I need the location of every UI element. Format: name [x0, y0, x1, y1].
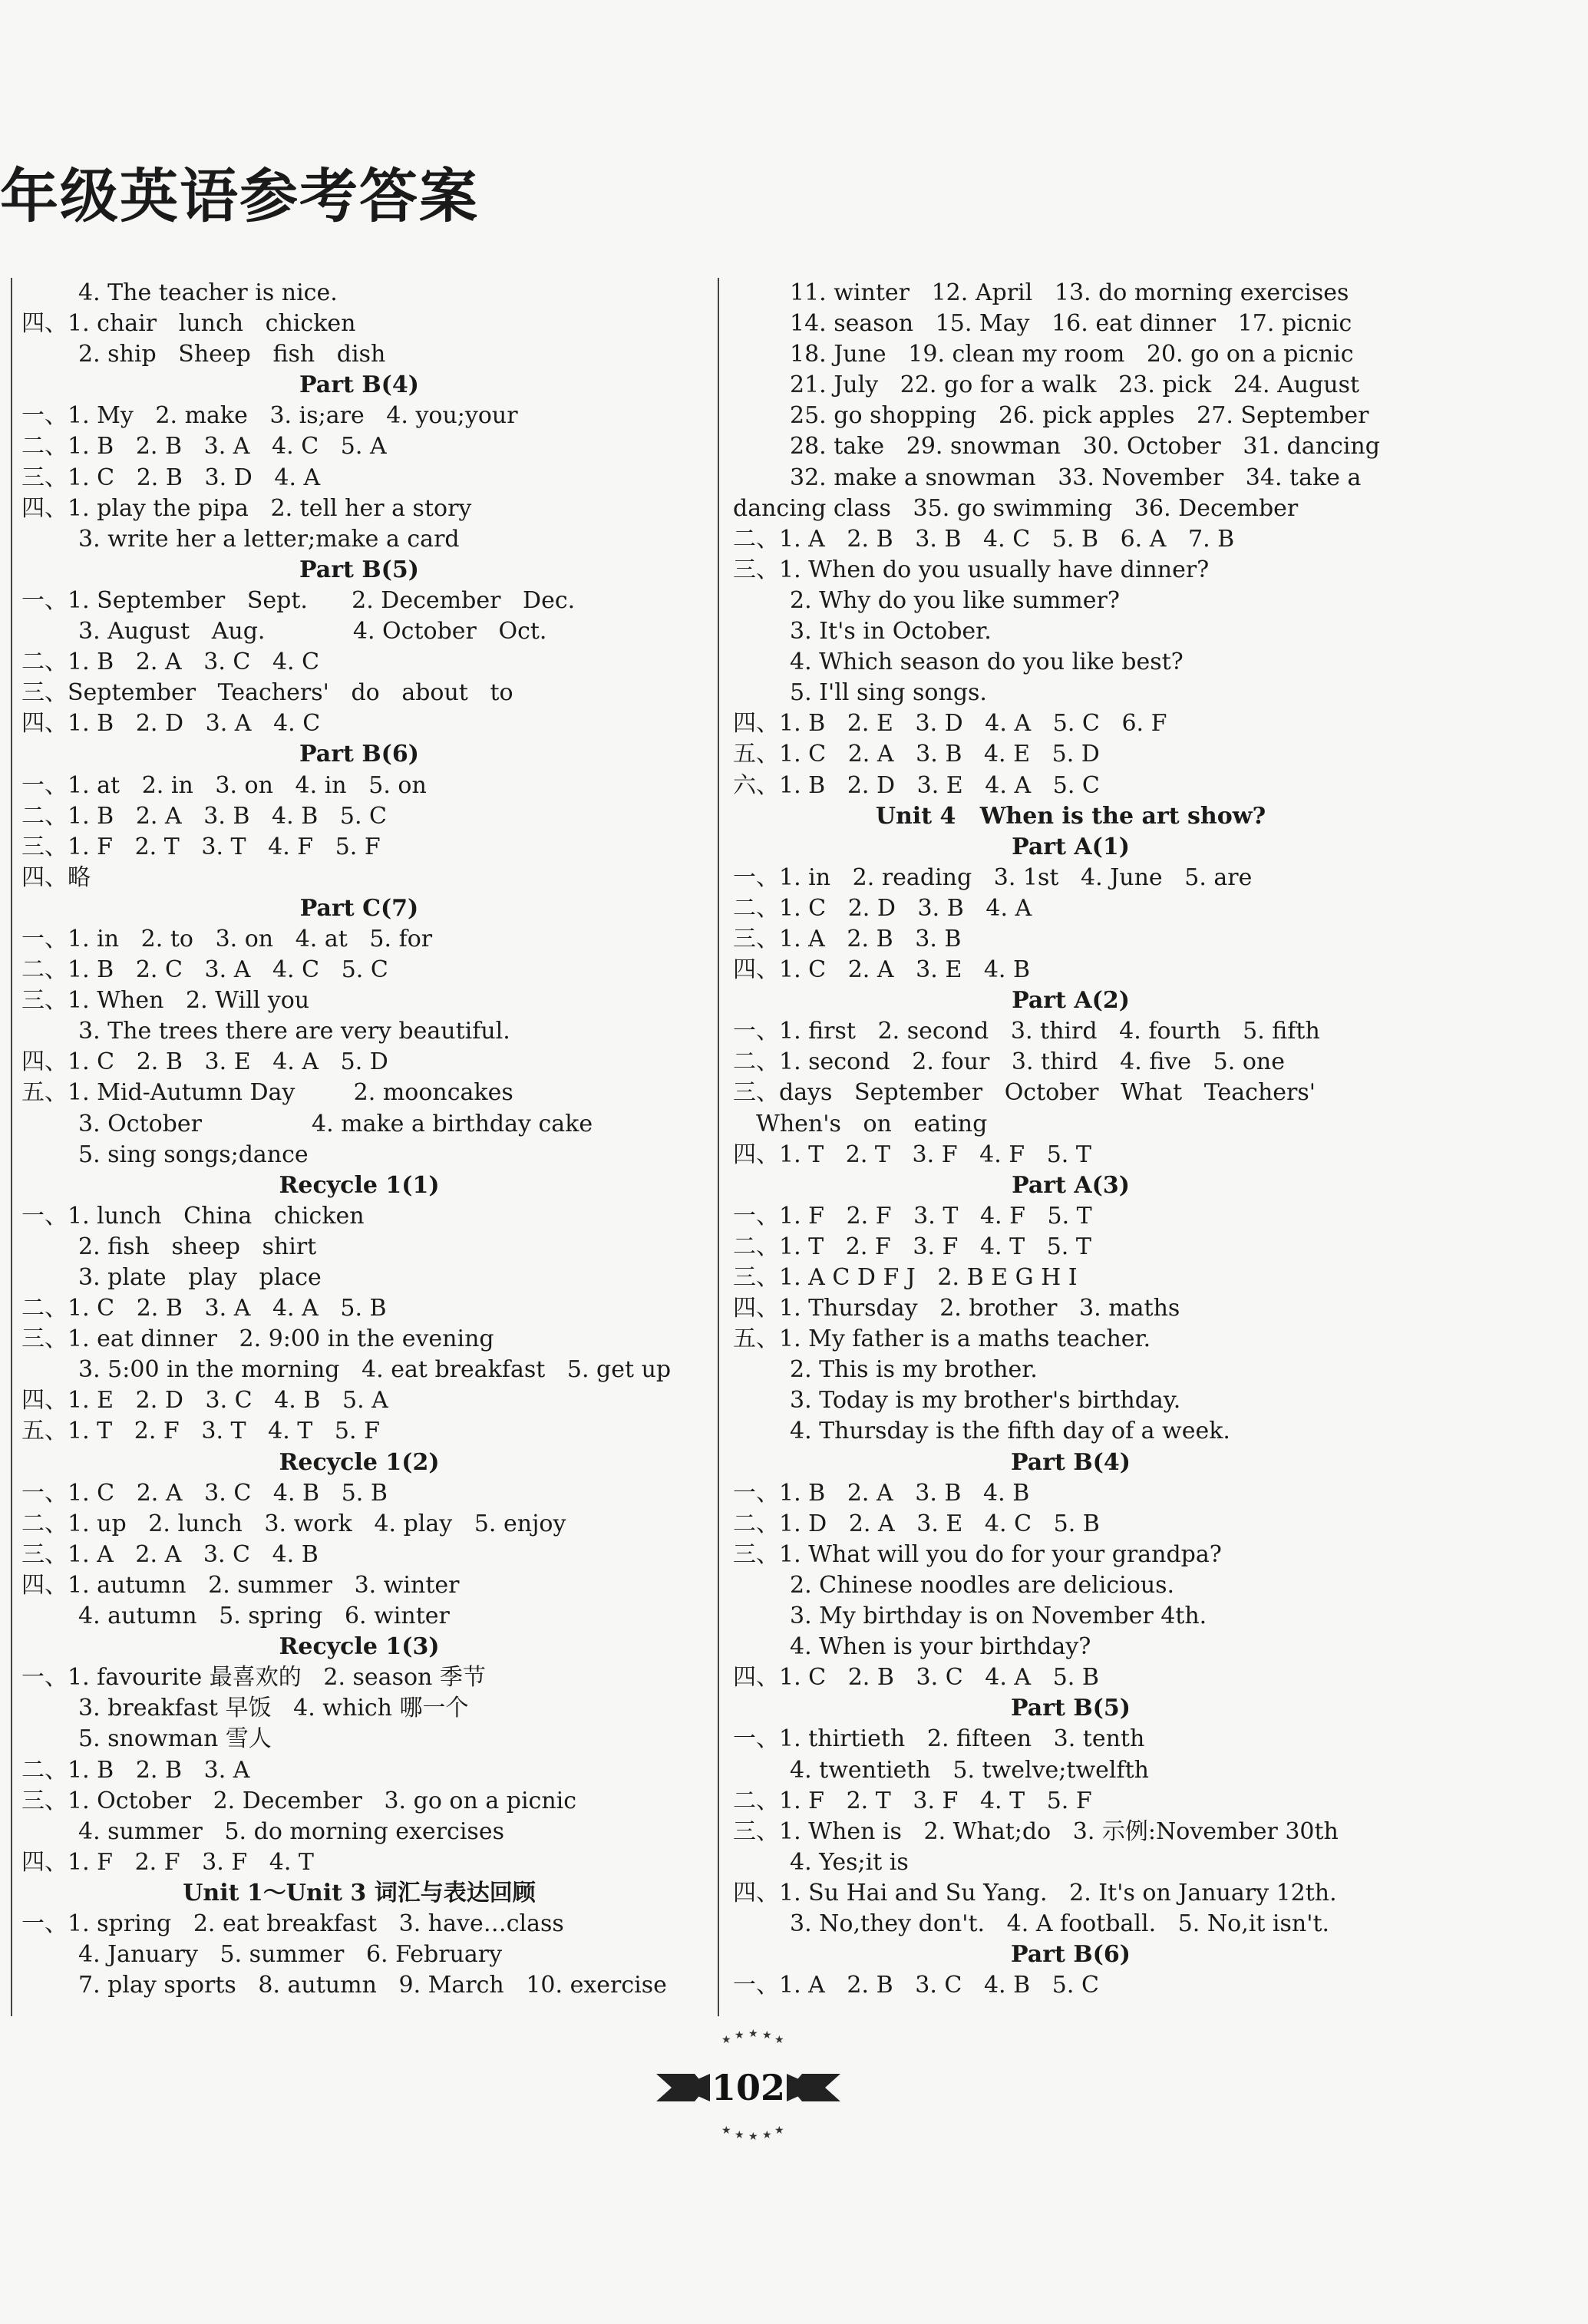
answer-line: 4. Thursday is the fifth day of a week.	[790, 1418, 1230, 1445]
page-title: 年级英语参考答案	[0, 162, 479, 230]
answer-line: 一、1. at 2. in 3. on 4. in 5. on	[21, 771, 427, 799]
svg-text:★: ★	[762, 2029, 772, 2042]
svg-text:★: ★	[735, 2029, 744, 2042]
section-heading: Part B(4)	[1011, 1448, 1131, 1476]
answer-line: 18. June 19. clean my room 20. go on a picnic	[790, 341, 1354, 368]
answer-line: 三、1. eat dinner 2. 9:00 in the evening	[21, 1325, 494, 1353]
answer-line: 3. breakfast 早饭 4. which 哪一个	[78, 1695, 469, 1722]
answer-line: 28. take 29. snowman 30. October 31. dancing	[790, 433, 1380, 461]
answer-line: 二、1. C 2. B 3. A 4. A 5. B	[21, 1295, 387, 1322]
answer-line: 二、1. B 2. B 3. A	[21, 1756, 250, 1784]
answer-line: 3. August Aug. 4. October Oct.	[78, 618, 547, 645]
answer-line: 六、1. B 2. D 3. E 4. A 5. C	[733, 771, 1100, 799]
answer-line: 四、1. chair lunch chicken	[21, 310, 356, 338]
answer-line: 四、1. C 2. A 3. E 4. B	[733, 956, 1031, 984]
answer-line: 2. fish sheep shirt	[78, 1233, 317, 1260]
section-heading: Recycle 1(3)	[279, 1633, 440, 1661]
answer-line: 三、days September October What Teachers'	[733, 1079, 1316, 1107]
section-heading: Part B(4)	[299, 371, 419, 399]
answer-line: 四、1. B 2. D 3. A 4. C	[21, 710, 321, 738]
answer-line: 二、1. B 2. A 3. B 4. B 5. C	[21, 802, 387, 830]
answer-line: 二、1. B 2. A 3. C 4. C	[21, 649, 320, 676]
answer-line: 三、1. A 2. A 3. C 4. B	[21, 1540, 319, 1568]
answer-line: 4. When is your birthday?	[790, 1633, 1091, 1661]
answer-line: 四、1. autumn 2. summer 3. winter	[21, 1571, 460, 1599]
answer-line: 四、1. B 2. E 3. D 4. A 5. C 6. F	[733, 710, 1167, 738]
section-heading: Unit 1～Unit 3 词汇与表达回顾	[183, 1879, 536, 1906]
answer-line: 2. Chinese noodles are delicious.	[790, 1571, 1175, 1599]
page-number: 102	[711, 2067, 786, 2108]
answer-line: 3. The trees there are very beautiful.	[78, 1018, 510, 1045]
section-heading: Unit 4 When is the art show?	[875, 802, 1266, 830]
answer-line: 二、1. A 2. B 3. B 4. C 5. B 6. A 7. B	[733, 525, 1235, 553]
answer-line: 一、1. lunch China chicken	[21, 1202, 365, 1230]
answer-line: 4. Which season do you like best?	[790, 649, 1184, 676]
section-heading: Recycle 1(2)	[279, 1448, 440, 1476]
answer-line: 三、1. F 2. T 3. T 4. F 5. F	[21, 833, 381, 860]
answer-line: 32. make a snowman 33. November 34. take a	[790, 464, 1362, 491]
answer-line: 一、1. September Sept. 2. December Dec.	[21, 586, 576, 614]
answer-line: 一、1. in 2. to 3. on 4. at 5. for	[21, 925, 433, 952]
answer-line: 5. sing songs;dance	[78, 1141, 309, 1168]
answer-line: 7. play sports 8. autumn 9. March 10. exercise	[78, 1972, 667, 1999]
answer-line: 二、1. C 2. D 3. B 4. A	[733, 894, 1032, 922]
svg-text:★: ★	[774, 2124, 784, 2137]
svg-text:★: ★	[748, 2028, 758, 2040]
answer-line: 三、1. October 2. December 3. go on a picnic	[21, 1787, 577, 1814]
answer-line: 二、1. D 2. A 3. E 4. C 5. B	[733, 1510, 1100, 1537]
answer-line: 一、1. in 2. reading 3. 1st 4. June 5. are	[733, 863, 1253, 891]
answer-line: 四、1. Thursday 2. brother 3. maths	[733, 1295, 1180, 1322]
answer-line: 2. Why do you like summer?	[790, 586, 1120, 614]
svg-text:★: ★	[748, 2131, 758, 2141]
answer-line: 四、1. Su Hai and Su Yang. 2. It's on January 12th.	[733, 1879, 1337, 1906]
answer-line: 11. winter 12. April 13. do morning exercises	[790, 279, 1349, 306]
answer-line: 3. 5:00 in the morning 4. eat breakfast 5. get up	[78, 1356, 672, 1384]
answer-line: 5. snowman 雪人	[78, 1725, 272, 1753]
center-column-rule	[718, 278, 719, 2016]
answer-line: 三、1. When is 2. What;do 3. 示例:November 30th	[733, 1817, 1339, 1845]
answer-line: 四、1. F 2. F 3. F 4. T	[21, 1848, 314, 1876]
answer-line: 4. summer 5. do morning exercises	[78, 1817, 504, 1845]
answer-line: 4. twentieth 5. twelve;twelfth	[790, 1756, 1149, 1784]
answer-line: 四、1. C 2. B 3. C 4. A 5. B	[733, 1664, 1099, 1692]
svg-text:★: ★	[735, 2129, 744, 2141]
answer-line: 五、1. T 2. F 3. T 4. T 5. F	[21, 1418, 380, 1445]
answer-line: 三、1. When 2. Will you	[21, 987, 310, 1015]
section-heading: Recycle 1(1)	[279, 1171, 440, 1199]
answer-line: 21. July 22. go for a walk 23. pick 24. August	[790, 371, 1360, 399]
section-heading: Part B(5)	[299, 556, 419, 583]
answer-line: 四、1. play the pipa 2. tell her a story	[21, 494, 472, 522]
answer-line: When's on eating	[756, 1110, 988, 1137]
section-heading: Part C(7)	[299, 894, 419, 922]
answer-line: 三、1. A C D F J 2. B E G H I	[733, 1264, 1078, 1291]
answer-line: 4. Yes;it is	[790, 1848, 909, 1876]
answer-line: 一、1. A 2. B 3. C 4. B 5. C	[733, 1972, 1099, 1999]
answer-line: 3. October 4. make a birthday cake	[78, 1110, 593, 1137]
page-number-badge	[649, 2026, 848, 2141]
answer-line: 3. No,they don't. 4. A football. 5. No,it isn't.	[790, 1910, 1330, 1937]
answer-line: 四、略	[21, 863, 91, 891]
answer-line: 一、1. My 2. make 3. is;are 4. you;your	[21, 402, 518, 430]
answer-line: 三、1. When do you usually have dinner?	[733, 556, 1210, 583]
answer-line: 一、1. favourite 最喜欢的 2. season 季节	[21, 1664, 486, 1692]
answer-line: 一、1. C 2. A 3. C 4. B 5. B	[21, 1479, 388, 1507]
svg-text:★: ★	[762, 2129, 772, 2141]
left-column-rule	[11, 278, 12, 2016]
answer-line: 4. The teacher is nice.	[78, 279, 338, 306]
svg-text:★: ★	[774, 2034, 784, 2046]
answer-line: 2. This is my brother.	[790, 1356, 1038, 1384]
answer-line: 4. January 5. summer 6. February	[78, 1941, 503, 1969]
section-heading: Part B(6)	[1011, 1941, 1131, 1969]
right-answer-column	[733, 278, 1408, 2001]
answer-line: 一、1. spring 2. eat breakfast 3. have…class	[21, 1910, 564, 1937]
answer-line: 一、1. first 2. second 3. third 4. fourth 5. fifth	[733, 1018, 1320, 1045]
answer-line: 一、1. B 2. A 3. B 4. B	[733, 1479, 1030, 1507]
answer-line: 3. It's in October.	[790, 618, 992, 645]
answer-line: 五、1. My father is a maths teacher.	[733, 1325, 1151, 1353]
svg-text:★: ★	[721, 2124, 731, 2137]
section-heading: Part A(1)	[1012, 833, 1130, 860]
answer-line: 二、1. second 2. four 3. third 4. five 5. one	[733, 1048, 1285, 1076]
answer-line: 三、1. What will you do for your grandpa?	[733, 1540, 1222, 1568]
answer-line: 3. Today is my brother's birthday.	[790, 1387, 1181, 1415]
answer-line: 2. ship Sheep fish dish	[78, 341, 386, 368]
answer-line: 5. I'll sing songs.	[790, 679, 987, 707]
answer-line: 3. My birthday is on November 4th.	[790, 1603, 1207, 1630]
answer-line: 二、1. B 2. C 3. A 4. C 5. C	[21, 956, 388, 984]
answer-line: dancing class 35. go swimming 36. December	[733, 494, 1299, 522]
answer-line: 五、1. Mid-Autumn Day 2. mooncakes	[21, 1079, 513, 1107]
answer-line: 4. autumn 5. spring 6. winter	[78, 1603, 450, 1630]
section-heading: Part A(3)	[1012, 1171, 1130, 1199]
answer-line: 一、1. F 2. F 3. T 4. F 5. T	[733, 1202, 1092, 1230]
answer-line: 二、1. B 2. B 3. A 4. C 5. A	[21, 433, 387, 461]
section-heading: Part B(5)	[1011, 1695, 1131, 1722]
answer-line: 五、1. C 2. A 3. B 4. E 5. D	[733, 741, 1100, 768]
page-number-ornament	[649, 2026, 848, 2141]
section-heading: Part A(2)	[1012, 987, 1130, 1015]
answer-line: 3. plate play place	[78, 1264, 322, 1291]
svg-text:★: ★	[721, 2034, 731, 2046]
answer-line: 二、1. up 2. lunch 3. work 4. play 5. enjoy	[21, 1510, 566, 1537]
answer-line: 四、1. T 2. T 3. F 4. F 5. T	[733, 1141, 1091, 1168]
answer-line: 三、1. C 2. B 3. D 4. A	[21, 464, 321, 491]
left-answer-column	[21, 278, 697, 2001]
answer-line: 3. write her a letter;make a card	[78, 525, 460, 553]
answer-line: 25. go shopping 26. pick apples 27. September	[790, 402, 1369, 430]
section-heading: Part B(6)	[299, 741, 419, 768]
answer-line: 二、1. F 2. T 3. F 4. T 5. F	[733, 1787, 1092, 1814]
answer-line: 三、September Teachers' do about to	[21, 679, 513, 707]
answer-line: 三、1. A 2. B 3. B	[733, 925, 962, 952]
answer-line: 四、1. E 2. D 3. C 4. B 5. A	[21, 1387, 388, 1415]
answer-line: 二、1. T 2. F 3. F 4. T 5. T	[733, 1233, 1091, 1260]
answer-line: 14. season 15. May 16. eat dinner 17. picnic	[790, 310, 1352, 338]
answer-line: 四、1. C 2. B 3. E 4. A 5. D	[21, 1048, 388, 1076]
answer-line: 一、1. thirtieth 2. fifteen 3. tenth	[733, 1725, 1145, 1753]
